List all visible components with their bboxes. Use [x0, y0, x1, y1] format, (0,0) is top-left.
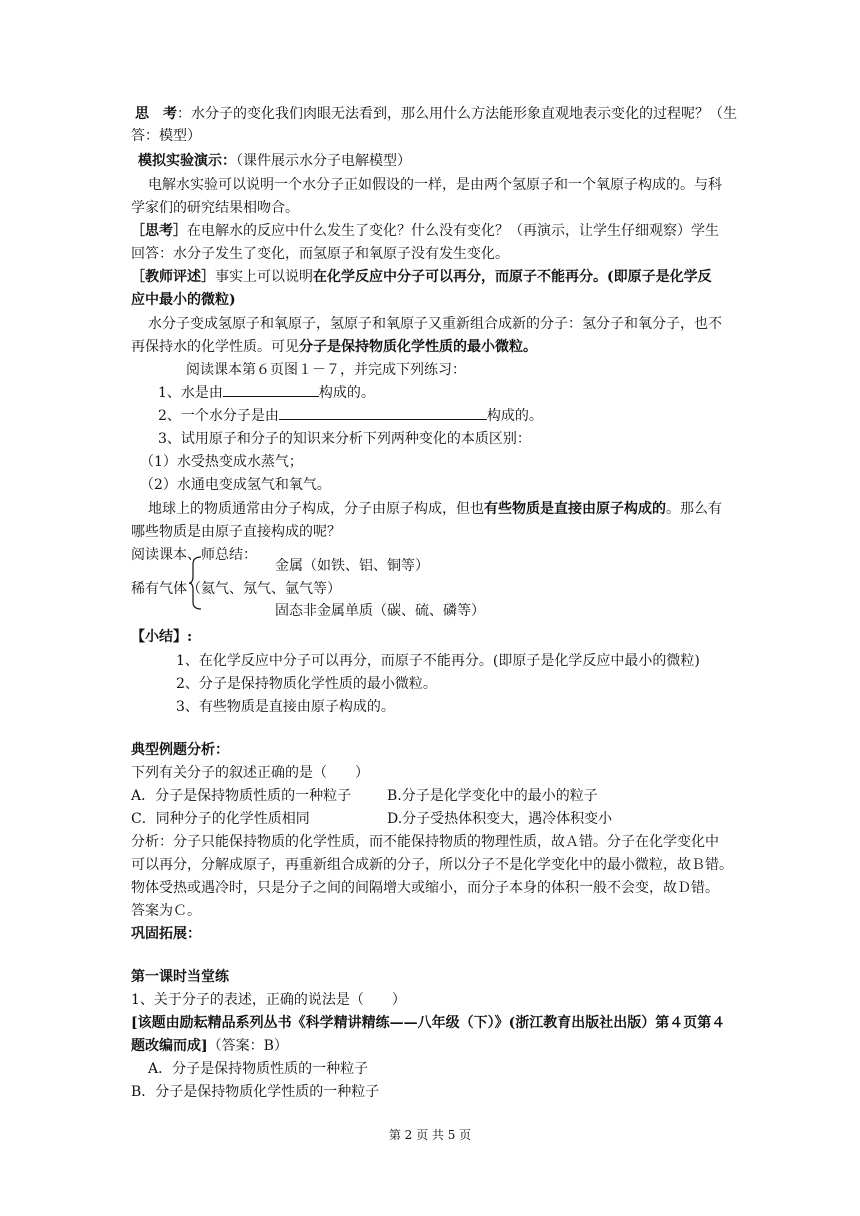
page-footer: 第 2 页 共 5 页 [388, 1128, 472, 1142]
electrolysis-line-2: 学家们的研究结果相吻合。 [131, 200, 299, 216]
think-answer: 答：模型） [131, 128, 201, 144]
molecule-paragraph-2-bold: 分子是保持物质化学性质的最小微粒。 [299, 339, 537, 355]
earth-text-c: 。那么有 [666, 501, 722, 517]
summary-label: 【小结】 [131, 629, 187, 645]
reflect-text: 在电解水的反应中什么发生了变化？什么没有变化？（再演示，让学生仔细观察）学生 [187, 223, 719, 239]
think-label: 思 考 [135, 106, 177, 122]
teacher-comment-bold: 在化学反应中分子可以再分，而原子不能再分。(即原子是化学反 [313, 269, 712, 285]
practice-option-a: A．分子是保持物质性质的一种粒子 [148, 1061, 369, 1077]
demo-paragraph [138, 150, 411, 172]
practice-option-b: B．分子是保持物质化学性质的一种粒子 [131, 1084, 380, 1100]
classify-nonmetal: 固态非金属单质（碳、硫、磷等） [275, 603, 485, 619]
earth-text-bold: 有些物质是直接由原子构成的 [484, 501, 666, 517]
curly-brace-icon [189, 556, 203, 610]
example-analysis-2: 可以再分，分解成原子，再重新组合成新的分子，所以分子不是化学变化中的最小微粒，故Ｂ错。 [131, 857, 733, 873]
think-paragraph [135, 103, 737, 125]
molecule-paragraph-2-text: 再保持水的化学性质。可见 [131, 339, 299, 355]
exercise-2 [158, 405, 543, 427]
exercise-1-suffix: 构成的。 [318, 385, 375, 401]
reflect-answer: 回答：水分子发生了变化，而氢原子和氧原子没有发生变化。 [131, 246, 509, 262]
teacher-comment [131, 266, 712, 288]
teacher-comment-label: ［教师评述］ [131, 269, 215, 285]
practice-answer: （答案：B） [207, 1038, 288, 1054]
summary-item-1: 1、在化学反应中分子可以再分，而原子不能再分。(即原子是化学反应中最小的微粒) [176, 653, 700, 669]
summary-heading [131, 626, 192, 648]
exercise-3-1: （1）水受热变成水蒸气； [140, 454, 303, 470]
reflect-label: ［思考］ [131, 223, 187, 239]
example-answer: 答案为Ｃ。 [131, 903, 201, 919]
exercise-3-2: （2）水通电变成氢气和氧气。 [140, 477, 331, 493]
earth-paragraph-2: 哪些物质是由原子直接构成的呢？ [131, 524, 341, 540]
teacher-comment-bold-2: 应中最小的微粒) [131, 292, 236, 308]
molecule-paragraph-2 [131, 336, 537, 358]
molecule-paragraph-1: 水分子变成氢原子和氧原子，氢原子和氧原子又重新组合成新的分子：氢分子和氧分子，也不 [148, 316, 722, 332]
example-option-b: B.分子是化学变化中的最小的粒子 [387, 788, 598, 804]
practice-source-2 [131, 1035, 288, 1057]
exercise-1-blank[interactable] [223, 382, 319, 397]
exercise-2-blank[interactable] [279, 405, 487, 420]
example-option-a: A．分子是保持物质性质的一种粒子 [131, 788, 352, 804]
example-analysis-1: 分析：分子只能保持物质的化学性质，而不能保持物质的物理性质，故Ａ错。分子在化学变化中 [131, 834, 719, 850]
earth-paragraph-1 [148, 498, 722, 520]
example-option-c: C．同种分子的化学性质相同 [131, 811, 310, 827]
exercise-2-prefix: 2、一个水分子是由 [158, 408, 279, 424]
consolidate-heading: 巩固拓展： [131, 926, 201, 942]
demo-text: （课件展示水分子电解模型） [236, 153, 411, 169]
example-question: 下列有关分子的叙述正确的是（ ） [131, 765, 369, 781]
example-heading: 典型例题分析： [131, 742, 229, 758]
exercise-2-suffix: 构成的。 [486, 408, 543, 424]
practice-heading: 第一课时当堂练 [131, 969, 229, 985]
example-option-d: D.分子受热体积变大，遇冷体积变小 [387, 811, 613, 827]
exercise-1-prefix: 1、水是由 [158, 385, 223, 401]
think-text: ：水分子的变化我们肉眼无法看到，那么用什么方法能形象直观地表示变化的过程呢？（生 [177, 106, 737, 122]
electrolysis-line-1: 电解水实验可以说明一个水分子正如假设的一样，是由两个氢原子和一个氧原子构成的。与科 [148, 177, 722, 193]
summary-item-3: 3、有些物质是直接由原子构成的。 [176, 699, 395, 715]
summary-item-2: 2、分子是保持物质化学性质的最小微粒。 [176, 676, 437, 692]
exercise-3: 3、试用原子和分子的知识来分析下列两种变化的本质区别： [158, 431, 531, 447]
classify-rare-gas: 稀有气体（氦气、氖气、氩气等） [131, 581, 341, 597]
exercise-1 [158, 382, 375, 404]
demo-label: 模拟实验演示： [138, 153, 236, 169]
reflect-paragraph [131, 220, 719, 242]
example-analysis-3: 物体受热或遇冷时，只是分子之间的间隔增大或缩小，而分子本身的体积一般不会变，故Ｄ错。 [131, 880, 719, 896]
summary-intro: 阅读课本、师总结： [131, 547, 257, 563]
practice-source-2-bold: 题改编而成] [131, 1038, 208, 1054]
summary-colon: : [187, 629, 193, 645]
teacher-comment-text: 事实上可以说明 [215, 269, 313, 285]
reading-intro: 阅读课本第６页图１－７，并完成下列练习： [186, 362, 466, 378]
classify-metal: 金属（如铁、铝、铜等） [275, 558, 429, 574]
practice-source-1: [该题由励耘精品系列丛书《科学精讲精练——八年级（下）》(浙江教育出版社出版）第４页第４ [131, 1015, 726, 1031]
practice-question-1: 1、关于分子的表述，正确的说法是（ ） [131, 992, 406, 1008]
earth-text-a: 地球上的物质通常由分子构成，分子由原子构成，但也 [148, 501, 484, 517]
